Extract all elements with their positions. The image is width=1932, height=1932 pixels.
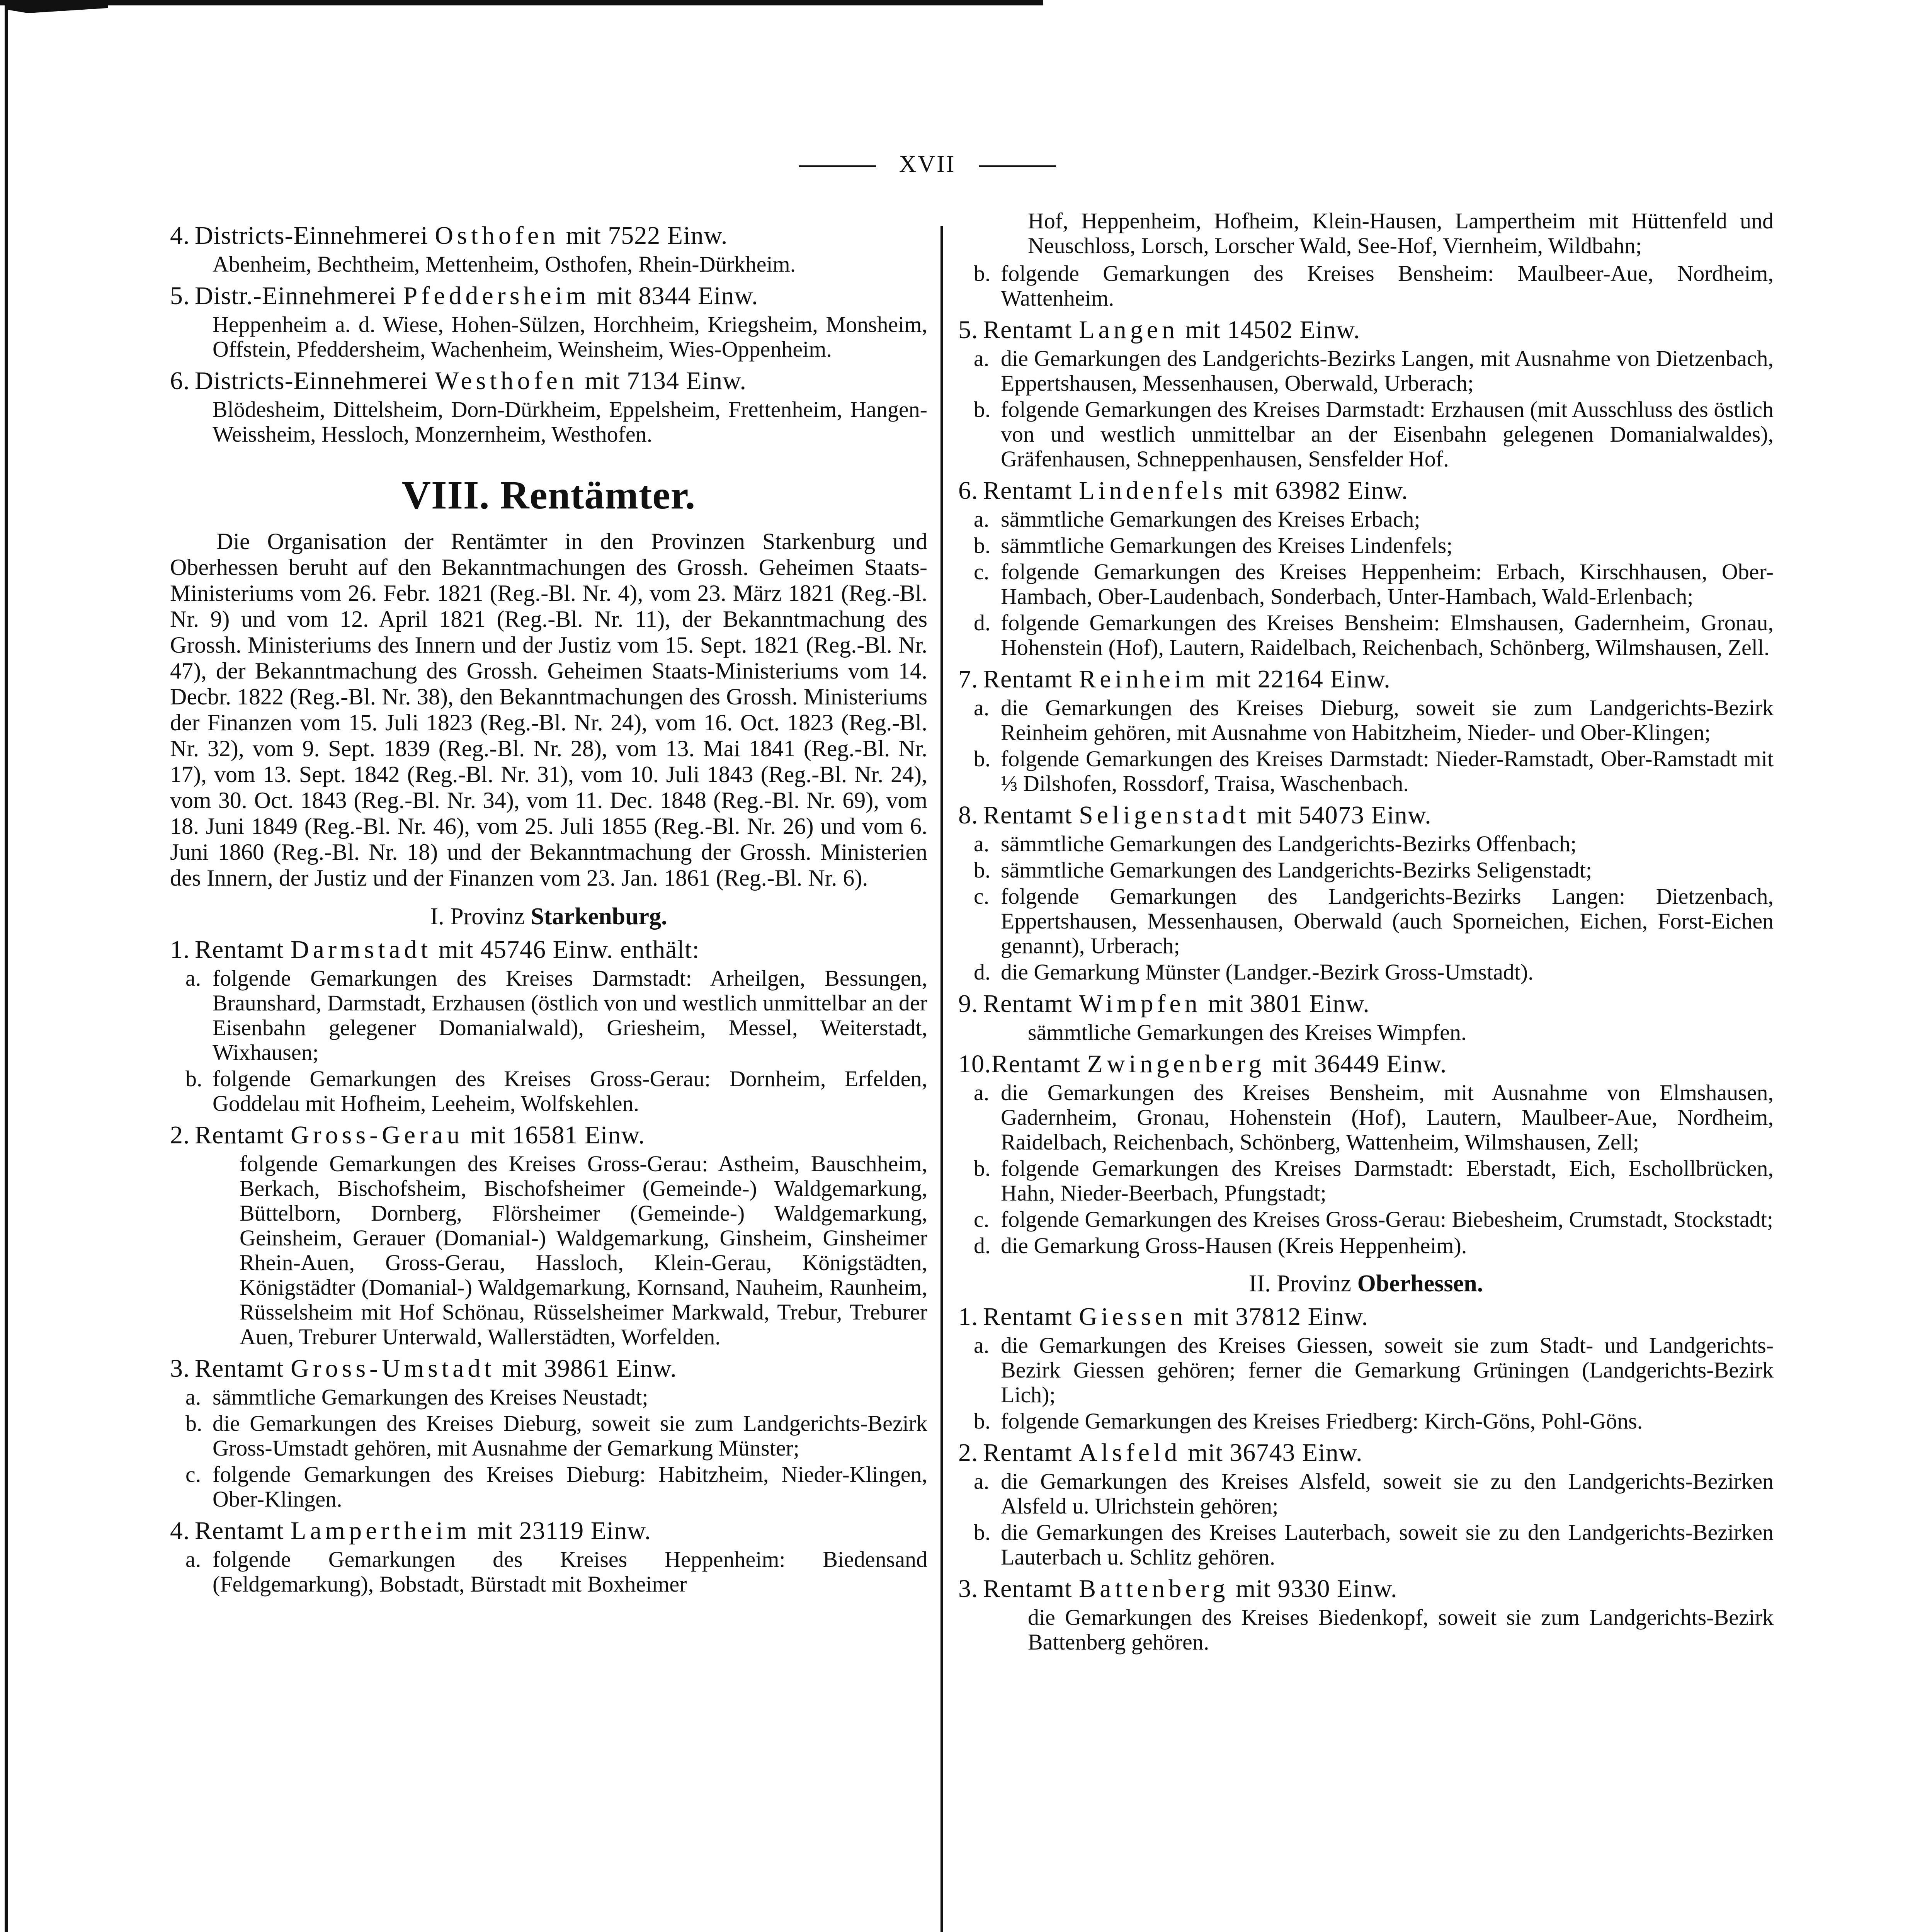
sub-text: die Gemarkungen des Kreises Alsfeld, soweit sie zu den Landgerichts-Bezirken Alsfeld u. Ulrichstein gehören; — [1001, 1469, 1774, 1519]
rentamt-list-oberhessen — [958, 1303, 1774, 1655]
entry-place: Gross-Gerau — [291, 1121, 464, 1149]
entry-number: 6. — [958, 476, 978, 505]
entry-number: 9. — [958, 990, 978, 1018]
sub-text: folgende Gemarkungen des Kreises Bensheim: Maulbeer-Aue, Nordheim, Wattenheim. — [1001, 261, 1774, 311]
entry-population: mit 22164 Einw. — [1216, 665, 1391, 693]
page-number: XVII — [899, 151, 956, 177]
sub-text: folgende Gemarkungen des Kreises Darmstadt: Nieder-Ramstadt, Ober-Ramstadt mit ⅓ Dilshofen, Rossdorf, Traisa, Waschenbach. — [1001, 746, 1774, 796]
sub-item — [974, 1333, 1774, 1407]
entry-place: Gross-Umstadt — [291, 1354, 495, 1383]
entry-heading — [170, 1121, 927, 1149]
entry-population: mit 23119 Einw. — [477, 1517, 651, 1545]
entry-prefix: Rentamt — [983, 316, 1072, 344]
sub-text: die Gemarkungen des Kreises Dieburg, soweit sie zum Landgerichts-Bezirk Reinheim gehören, mit Ausnahme von Habitzheim, Nieder- und Ober-Klingen; — [1001, 695, 1774, 745]
entry-population: mit 8344 Einw. — [596, 282, 759, 310]
entry-place: Wimpfen — [1079, 990, 1201, 1018]
entry-place: Pfeddersheim — [403, 282, 590, 310]
entry-number: 6. — [170, 367, 190, 395]
entry-place: Osthofen — [435, 221, 560, 250]
entry-prefix: Rentamt — [195, 1517, 284, 1545]
column-divider — [940, 226, 943, 1932]
province-heading-oberhessen — [958, 1270, 1774, 1298]
entry-population: mit 16581 Einw. — [470, 1121, 645, 1149]
entry-heading — [170, 1355, 927, 1383]
rentamt-list-right — [958, 316, 1774, 1258]
entry-place: Seligenstadt — [1079, 801, 1250, 829]
intro-paragraph: Die Organisation der Rentämter in den Provinzen Starkenburg und Oberhessen beruht auf den Bekanntmachungen des Grossh. Geheimen Staats-Ministeriums vom 26. Febr. 1821 (Reg.-Bl. Nr. 4), vom 23. März 1821 (Reg.-Bl. Nr. 9) und vom 12. April 1821 (Reg.-Bl. Nr. 11), der Bekanntmachung des Grossh. Ministeriums des Innern und der Justiz vom 15. Sept. 1821 (Reg.-Bl. Nr. 47), der Bekanntmachung des Grossh. Geheimen Staats-Ministeriums vom 14. Decbr. 1822 (Reg.-Bl. Nr. 38), den Bekanntmachungen des Grossh. Ministeriums der Finanzen vom 15. Juli 1823 (Reg.-Bl. Nr. 24), vom 16. Oct. 1823 (Reg.-Bl. Nr. 32), vom 9. Sept. 1839 (Reg.-Bl. Nr. 28), vom 13. Mai 1841 (Reg.-Bl. Nr. 17), vom 13. Sept. 1842 (Reg.-Bl. Nr. 31), vom 10. Juli 1843 (Reg.-Bl. Nr. 24), vom 30. Oct. 1843 (Reg.-Bl. Nr. 34), vom 11. Dec. 1848 (Reg.-Bl. Nr. 69), vom 18. Juni 1849 (Reg.-Bl. Nr. 46), vom 25. Juli 1855 (Reg.-Bl. Nr. 26) und vom 6. Juni 1860 (Reg.-Bl. Nr. 18) und der Bekanntmachung der Grossh. Ministerien des Innern, der Justiz und der Finanzen vom 23. Jan. 1861 (Reg.-Bl. Nr. 6). — [170, 529, 927, 891]
scan-edge-top-shadow — [8, 5, 108, 13]
sub-text: die Gemarkung Münster (Landger.-Bezirk Gross-Umstadt). — [1001, 959, 1534, 985]
sub-text: folgende Gemarkungen des Landgerichts-Bezirks Langen: Dietzenbach, Eppertshausen, Messenhausen, Oberwald (auch Sporneichen, Eichen, Forst-Eichen genannt), Urberach; — [1001, 884, 1774, 958]
sub-item — [974, 858, 1774, 883]
sub-label: a. — [185, 966, 201, 991]
sub-label: b. — [974, 1156, 991, 1181]
entry-place: Langen — [1079, 316, 1179, 344]
province-name: Starkenburg. — [531, 903, 667, 930]
sub-text: folgende Gemarkungen des Kreises Bensheim: Elmshausen, Gadernheim, Gronau, Hohenstein (Hof), Lautern, Raidelbach, Reichenbach, Schönberg, Wilmshausen, Zell. — [1001, 610, 1774, 660]
entry-population: mit 14502 Einw. — [1185, 316, 1361, 344]
sub-text: sämmtliche Gemarkungen des Kreises Erbach; — [1001, 507, 1420, 532]
entry-body: Blödesheim, Dittelsheim, Dorn-Dürkheim, Eppelsheim, Frettenheim, Hangen-Weissheim, Hessloch, Monzernheim, Westhofen. — [213, 397, 927, 447]
sub-label: b. — [185, 1411, 202, 1436]
entry-heading — [958, 801, 1774, 829]
entry-heading — [170, 367, 927, 395]
entry-population: mit 7134 Einw. — [585, 367, 747, 395]
sub-label: b. — [974, 746, 991, 771]
sub-label: b. — [974, 1520, 991, 1545]
sub-text: folgende Gemarkungen des Kreises Dieburg: Habitzheim, Nieder-Klingen, Ober-Klingen. — [213, 1462, 927, 1512]
entry-place: Reinheim — [1079, 665, 1209, 693]
entry-number: 3. — [170, 1354, 190, 1383]
entry-heading — [958, 316, 1774, 344]
entry-number: 10. — [958, 1050, 992, 1078]
sub-text: folgende Gemarkungen des Kreises Heppenheim: Erbach, Kirschhausen, Ober-Hambach, Ober-Laudenbach, Sonderbach, Unter-Hambach, Wald-Erlenbach; — [1001, 559, 1774, 609]
entry-number: 7. — [958, 665, 978, 693]
entry-body: Abenheim, Bechtheim, Mettenheim, Osthofen, Rhein-Dürkheim. — [213, 252, 796, 277]
sub-label: a. — [185, 1547, 201, 1572]
sub-label: a. — [974, 1333, 990, 1358]
entry-number: 2. — [170, 1121, 190, 1149]
entry-place: Battenberg — [1079, 1575, 1229, 1603]
entry-population: mit 63982 Einw. — [1233, 476, 1408, 505]
entry-population: mit 36743 Einw. — [1187, 1439, 1363, 1467]
scan-edge-top — [0, 0, 1043, 5]
entry-heading — [958, 1050, 1774, 1078]
sub-item — [974, 1233, 1774, 1258]
sub-item — [974, 747, 1774, 796]
sub-label: b. — [974, 857, 991, 883]
entry-number: 1. — [170, 935, 190, 964]
entry-heading — [958, 1303, 1774, 1331]
entry-heading — [170, 1517, 927, 1545]
sub-item — [974, 960, 1774, 985]
entry-body: Heppenheim a. d. Wiese, Hohen-Sülzen, Horchheim, Kriegsheim, Monsheim, Offstein, Pfeddersheim, Wachenheim, Weinsheim, Wies-Oppenheim. — [213, 312, 927, 362]
sub-label: b. — [974, 1408, 991, 1434]
sub-text: die Gemarkungen des Kreises Bensheim, mit Ausnahme von Elmshausen, Gadernheim, Gronau, Hohenstein (Hof), Lautern, Maulbeer-Aue, Nordheim, Raidelbach, Reichenbach, Schönberg, Wattenheim, Wilmshausen, Zell; — [1001, 1080, 1774, 1155]
sub-text: sämmtliche Gemarkungen des Kreises Lindenfels; — [1001, 533, 1453, 558]
entry-population: mit 36449 Einw. — [1272, 1050, 1447, 1078]
rentamt-list-left — [170, 936, 927, 1597]
sub-label: a. — [974, 1469, 990, 1494]
entry-place: Zwingenberg — [1087, 1050, 1265, 1078]
sub-item — [185, 1066, 927, 1116]
sub-text: die Gemarkungen des Kreises Lauterbach, soweit sie zu den Landgerichts-Bezirken Lauterbach u. Schlitz gehören. — [1001, 1520, 1774, 1570]
province-prefix: I. Provinz — [430, 903, 525, 930]
scan-edge-left — [5, 0, 8, 1932]
sub-label: c. — [974, 884, 990, 909]
sub-item — [974, 1080, 1774, 1155]
entry-body: die Gemarkungen des Kreises Biedenkopf, soweit sie zum Landgerichts-Bezirk Battenberg gehören. — [1028, 1605, 1774, 1655]
sub-label: b. — [974, 533, 991, 558]
sub-label: c. — [974, 559, 990, 584]
entry-prefix: Rentamt — [983, 990, 1072, 1018]
entry-heading — [958, 990, 1774, 1018]
district-list — [170, 222, 927, 447]
entry-population: mit 7522 Einw. — [566, 221, 728, 250]
sub-item — [185, 1411, 927, 1461]
sub-label: b. — [974, 397, 991, 422]
sub-item — [974, 1469, 1774, 1519]
entry-number: 3. — [958, 1575, 978, 1603]
entry-prefix: Rentamt — [195, 1354, 284, 1383]
sub-item — [974, 1156, 1774, 1206]
entry-prefix: Rentamt — [983, 801, 1072, 829]
sub-text: sämmtliche Gemarkungen des Landgerichts-Bezirks Seligenstadt; — [1001, 857, 1592, 883]
entry-population: mit 37812 Einw. — [1193, 1303, 1369, 1331]
entry-number: 5. — [170, 282, 190, 310]
entry-population: mit 54073 Einw. — [1257, 801, 1432, 829]
entry-heading — [958, 665, 1774, 693]
header-rule-right — [979, 165, 1056, 167]
left-column — [170, 216, 927, 1598]
sub-text: folgende Gemarkungen des Kreises Gross-Gerau: Dornheim, Erfelden, Goddelau mit Hofheim, Leeheim, Wolfskehlen. — [213, 1066, 927, 1116]
sub-label: a. — [974, 695, 990, 720]
entry-population: mit 3801 Einw. — [1208, 990, 1370, 1018]
sub-text: folgende Gemarkungen des Kreises Darmstadt: Erzhausen (mit Ausschluss des östlich von und westlich unmittelbar an der Eisenbahn gelegenen Domanialwaldes), Gräfenhausen, Schneppenhausen, Sensfelder Hof. — [1001, 397, 1774, 471]
entry-place: Lampertheim — [291, 1517, 471, 1545]
sub-label: a. — [974, 346, 990, 371]
entry-number: 4. — [170, 221, 190, 250]
sub-label: b. — [185, 1066, 202, 1091]
sub-item — [974, 832, 1774, 856]
sub-text: sämmtliche Gemarkungen des Landgerichts-Bezirks Offenbach; — [1001, 831, 1577, 856]
sub-label: d. — [974, 610, 991, 635]
province-prefix: II. Provinz — [1248, 1270, 1352, 1297]
sub-item — [185, 1462, 927, 1512]
sub-text: folgende Gemarkungen des Kreises Darmstadt: Arheilgen, Bessungen, Braunshard, Darmstadt, Erzhausen (östlich von und westlich unmittelbar an der Eisenbahn gelegener Domanialwald), Griesheim, Messel, Weiterstadt, Wixhausen; — [213, 966, 927, 1065]
sub-text: folgende Gemarkungen des Kreises Heppenheim: Biedensand (Feldgemarkung), Bobstadt, Bürstadt mit Boxheimer — [213, 1547, 927, 1597]
entry-place: Alsfeld — [1079, 1439, 1181, 1467]
entry-prefix: Rentamt — [983, 665, 1072, 693]
sub-item — [974, 611, 1774, 660]
page-header — [734, 151, 1121, 178]
sub-text: folgende Gemarkungen des Kreises Gross-Gerau: Biebesheim, Crumstadt, Stockstadt; — [1001, 1207, 1773, 1232]
sub-item — [974, 1520, 1774, 1570]
right-column — [958, 209, 1774, 1656]
sub-text: sämmtliche Gemarkungen des Kreises Neustadt; — [213, 1384, 648, 1410]
entry-prefix: Rentamt — [991, 1050, 1081, 1078]
entry-place: Lindenfels — [1079, 476, 1227, 505]
province-name: Oberhessen. — [1357, 1270, 1483, 1297]
sub-text: die Gemarkung Gross-Hausen (Kreis Heppenheim). — [1001, 1233, 1467, 1258]
sub-label: b. — [974, 261, 991, 286]
entry-prefix: Rentamt — [983, 1303, 1072, 1331]
entry-heading — [958, 1439, 1774, 1467]
sub-item — [185, 1547, 927, 1597]
continued-text: Hof, Heppenheim, Hofheim, Klein-Hausen, Lampertheim mit Hüttenfeld und Neuschloss, Lorsch, Lorscher Wald, See-Hof, Viernheim, Wildbahn; — [1028, 208, 1774, 258]
sub-item — [185, 1385, 927, 1410]
sub-item — [974, 397, 1774, 471]
sub-label: a. — [974, 1080, 990, 1105]
sub-item — [974, 1207, 1774, 1232]
sub-label: c. — [974, 1207, 990, 1232]
entry-heading — [958, 1575, 1774, 1603]
entry-prefix: Rentamt — [983, 1439, 1072, 1467]
entry-population: mit 39861 Einw. — [502, 1354, 677, 1383]
entry-number: 4. — [170, 1517, 190, 1545]
sub-item — [974, 1409, 1774, 1434]
entry-number: 8. — [958, 801, 978, 829]
sub-label: a. — [185, 1384, 201, 1410]
province-heading-starkenburg — [170, 903, 927, 930]
sub-item — [974, 533, 1774, 558]
sub-item — [185, 966, 927, 1065]
entry-prefix: Rentamt — [983, 476, 1072, 505]
entry-heading — [958, 477, 1774, 505]
sub-text: die Gemarkungen des Kreises Dieburg, soweit sie zum Landgerichts-Bezirk Gross-Umstadt gehören, mit Ausnahme der Gemarkung Münster; — [213, 1411, 927, 1461]
sub-text: die Gemarkungen des Kreises Giessen, soweit sie zum Stadt- und Landgerichts-Bezirk Giessen gehören; ferner die Gemarkung Grüningen (Landgerichts-Bezirk Lich); — [1001, 1333, 1774, 1407]
entry-prefix: Distr.-Einnehmerei — [195, 282, 397, 310]
sub-text: die Gemarkungen des Landgerichts-Bezirks Langen, mit Ausnahme von Dietzenbach, Eppertshausen, Messenhausen, Oberwald, Urberach; — [1001, 346, 1774, 396]
entry-population: mit 45746 Einw. enthält: — [438, 935, 700, 964]
sub-label: c. — [185, 1462, 201, 1487]
entry-prefix: Districts-Einnehmerei — [195, 221, 428, 250]
section-title: VIII. Rentämter. — [401, 473, 696, 517]
sub-label: a. — [974, 831, 990, 856]
entry-body: sämmtliche Gemarkungen des Kreises Wimpfen. — [1028, 1020, 1467, 1045]
sub-label: d. — [974, 1233, 991, 1258]
entry-heading — [170, 936, 927, 964]
sub-text: folgende Gemarkungen des Kreises Darmstadt: Eberstadt, Eich, Eschollbrücken, Hahn, Nieder-Beerbach, Pfungstadt; — [1001, 1156, 1774, 1206]
sub-item — [974, 884, 1774, 958]
entry-heading — [170, 282, 927, 310]
header-rule-left — [799, 165, 876, 167]
entry-place: Giessen — [1079, 1303, 1187, 1331]
entry-body: folgende Gemarkungen des Kreises Gross-Gerau: Astheim, Bauschheim, Berkach, Bischofsheim, Bischofsheimer (Gemeinde-) Waldgemarkung, Büttelborn, Dornberg, Flörsheimer (Gemeinde-) Waldgemarkung, Geinsheim, Gerauer (Domanial-) Waldgemarkung, Ginsheim, Ginsheimer Rhein-Auen, Gross-Gerau, Hassloch, Klein-Gerau, Königstädten, Königstädter (Domanial-) Waldgemarkung, Kornsand, Nauheim, Raunheim, Rüsselsheim mit Hof Schönau, Rüsselsheimer Markwald, Trebur, Treburer Auen, Treburer Unterwald, Wallerstädten, Worfelden. — [240, 1151, 927, 1349]
sub-item — [974, 261, 1774, 311]
sub-item — [974, 560, 1774, 609]
entry-prefix: Rentamt — [195, 935, 284, 964]
entry-population: mit 9330 Einw. — [1236, 1575, 1398, 1603]
entry-number: 1. — [958, 1303, 978, 1331]
sub-item — [974, 507, 1774, 532]
entry-place: Darmstadt — [291, 935, 432, 964]
sub-text: folgende Gemarkungen des Kreises Friedberg: Kirch-Göns, Pohl-Göns. — [1001, 1408, 1643, 1434]
entry-prefix: Rentamt — [195, 1121, 284, 1149]
entry-prefix: Rentamt — [983, 1575, 1072, 1603]
sub-label: d. — [974, 959, 991, 985]
sub-item — [974, 696, 1774, 745]
entry-number: 5. — [958, 316, 978, 344]
entry-prefix: Districts-Einnehmerei — [195, 367, 428, 395]
entry-number: 2. — [958, 1439, 978, 1467]
entry-place: Westhofen — [435, 367, 578, 395]
sub-item — [974, 346, 1774, 396]
entry-heading — [170, 222, 927, 250]
sub-label: a. — [974, 507, 990, 532]
